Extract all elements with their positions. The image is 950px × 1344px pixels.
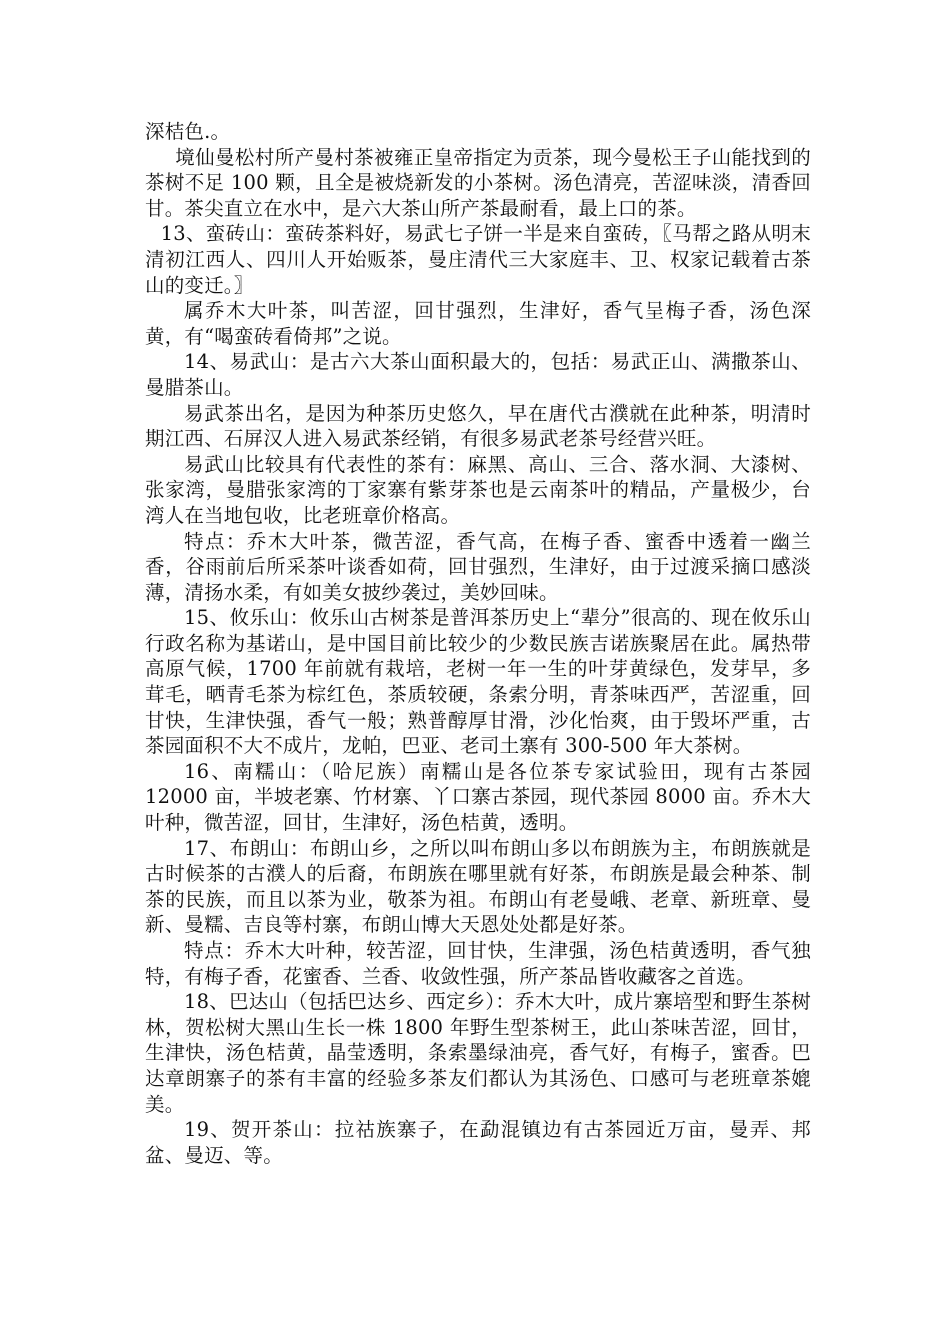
paragraph-nannuo: 16、南糯山：（哈尼族）南糯山是各位茶专家试验田，现有古茶园 12000 亩，半坡老寨、竹材寨、丫口寨古茶园，现代茶园 8000 亩。乔木大叶种，微苦涩，回甘，生津好，汤色桔黄，透明。 [145, 759, 811, 835]
document-body [145, 119, 811, 1168]
paragraph-bulang: 17、布朗山：布朗山乡，之所以叫布朗山多以布朗族为主，布朗族就是古时候茶的古濮人的后裔，布朗族在哪里就有好茶，布朗族是最会种茶、制茶的民族，而且以茶为业，敬茶为祖。布朗山有老曼峨、老章、新班章、曼新、曼糯、吉良等村寨，布朗山博大天恩处处都是好茶。 [145, 836, 811, 937]
paragraph-youle: 15、攸乐山：攸乐山古树茶是普洱茶历史上“辈分”很高的、现在攸乐山行政名称为基诺山，是中国目前比较少的少数民族吉诺族聚居在此。属热带高原气候，1700 年前就有栽培，老树一年一生的叶芽黄绿色，发芽早，多茸毛，晒青毛茶为棕红色，茶质较硬，条索分明，青茶味西严，苦涩重，回甘快，生津快强，香气一般；熟普醇厚甘滑，沙化怡爽，由于毁坏严重，古茶园面积不大不成片，龙帕，巴亚、老司土寨有 300-500 年大茶树。 [145, 606, 811, 758]
paragraph-bada: 18、巴达山（包括巴达乡、西定乡）：乔木大叶，成片寨培型和野生茶树林，贺松树大黑山生长一株 1800 年野生型茶树王，此山茶味苦涩，回甘，生津快，汤色桔黄，晶莹透明，条索墨绿油亮，香气好，有梅子，蜜香。巴达章朗寨子的茶有丰富的经验多茶友们都认为其汤色、口感可与老班章茶媲美。 [145, 990, 811, 1116]
paragraph-bulang-features: 特点：乔木大叶种，较苦涩，回甘快，生津强，汤色桔黄透明，香气独特，有梅子香，花蜜香、兰香、收敛性强，所产茶品皆收藏客之首选。 [145, 939, 811, 988]
paragraph-yiwu-history: 易武茶出名，是因为种茶历史悠久，早在唐代古濮就在此种茶，明清时期江西、石屏汉人进入易武茶经销，有很多易武老茶号经营兴旺。 [145, 401, 811, 451]
paragraph-manzhuan-heading: 13、蛮砖山：蛮砖茶料好，易武七子饼一半是来自蛮砖，〖马帮之路从明末清初江西人、四川人开始贩茶，曼庄清代三大家庭丰、卫、权家记载着古茶山的变迁。〗 [145, 222, 811, 297]
paragraph-manzhuan-features: 属乔木大叶茶，叫苦涩，回甘强烈，生津好，香气呈梅子香，汤色深黄，有“喝蛮砖看倚邦”之说。 [145, 299, 811, 348]
paragraph-yiwu-representative: 易武山比较具有代表性的茶有：麻黑、高山、三合、落水洞、大漆树、张家湾，曼腊张家湾的丁家寨有紫芽茶也是云南茶叶的精品，产量极少，台湾人在当地包收，比老班章价格高。 [145, 452, 811, 527]
paragraph-mansong: 境仙曼松村所产曼村茶被雍正皇帝指定为贡茶，现今曼松王子山能找到的茶树不足 100 颗，且全是被烧新发的小茶树。汤色清亮，苦涩味淡，清香回甘。茶尖直立在水中，是六大茶山所产茶最耐看，最上口的茶。 [145, 145, 811, 220]
paragraph-continuation: 深桔色.。 [145, 120, 231, 143]
paragraph-hekai: 19、贺开茶山：拉祜族寨子，在勐混镇边有古茶园近万亩，曼弄、邦盆、曼迈、等。 [145, 1118, 811, 1167]
paragraph-yiwu-heading: 14、易武山：是古六大茶山面积最大的，包括：易武正山、满撒茶山、曼腊茶山。 [145, 350, 811, 399]
paragraph-yiwu-features: 特点：乔木大叶茶，微苦涩，香气高，在梅子香、蜜香中透着一幽兰香，谷雨前后所采茶叶谈香如荷，回甘强烈，生津好，由于过渡采摘口感淡薄，清扬水柔，有如美女披纱袭过，美妙回味。 [145, 529, 811, 604]
